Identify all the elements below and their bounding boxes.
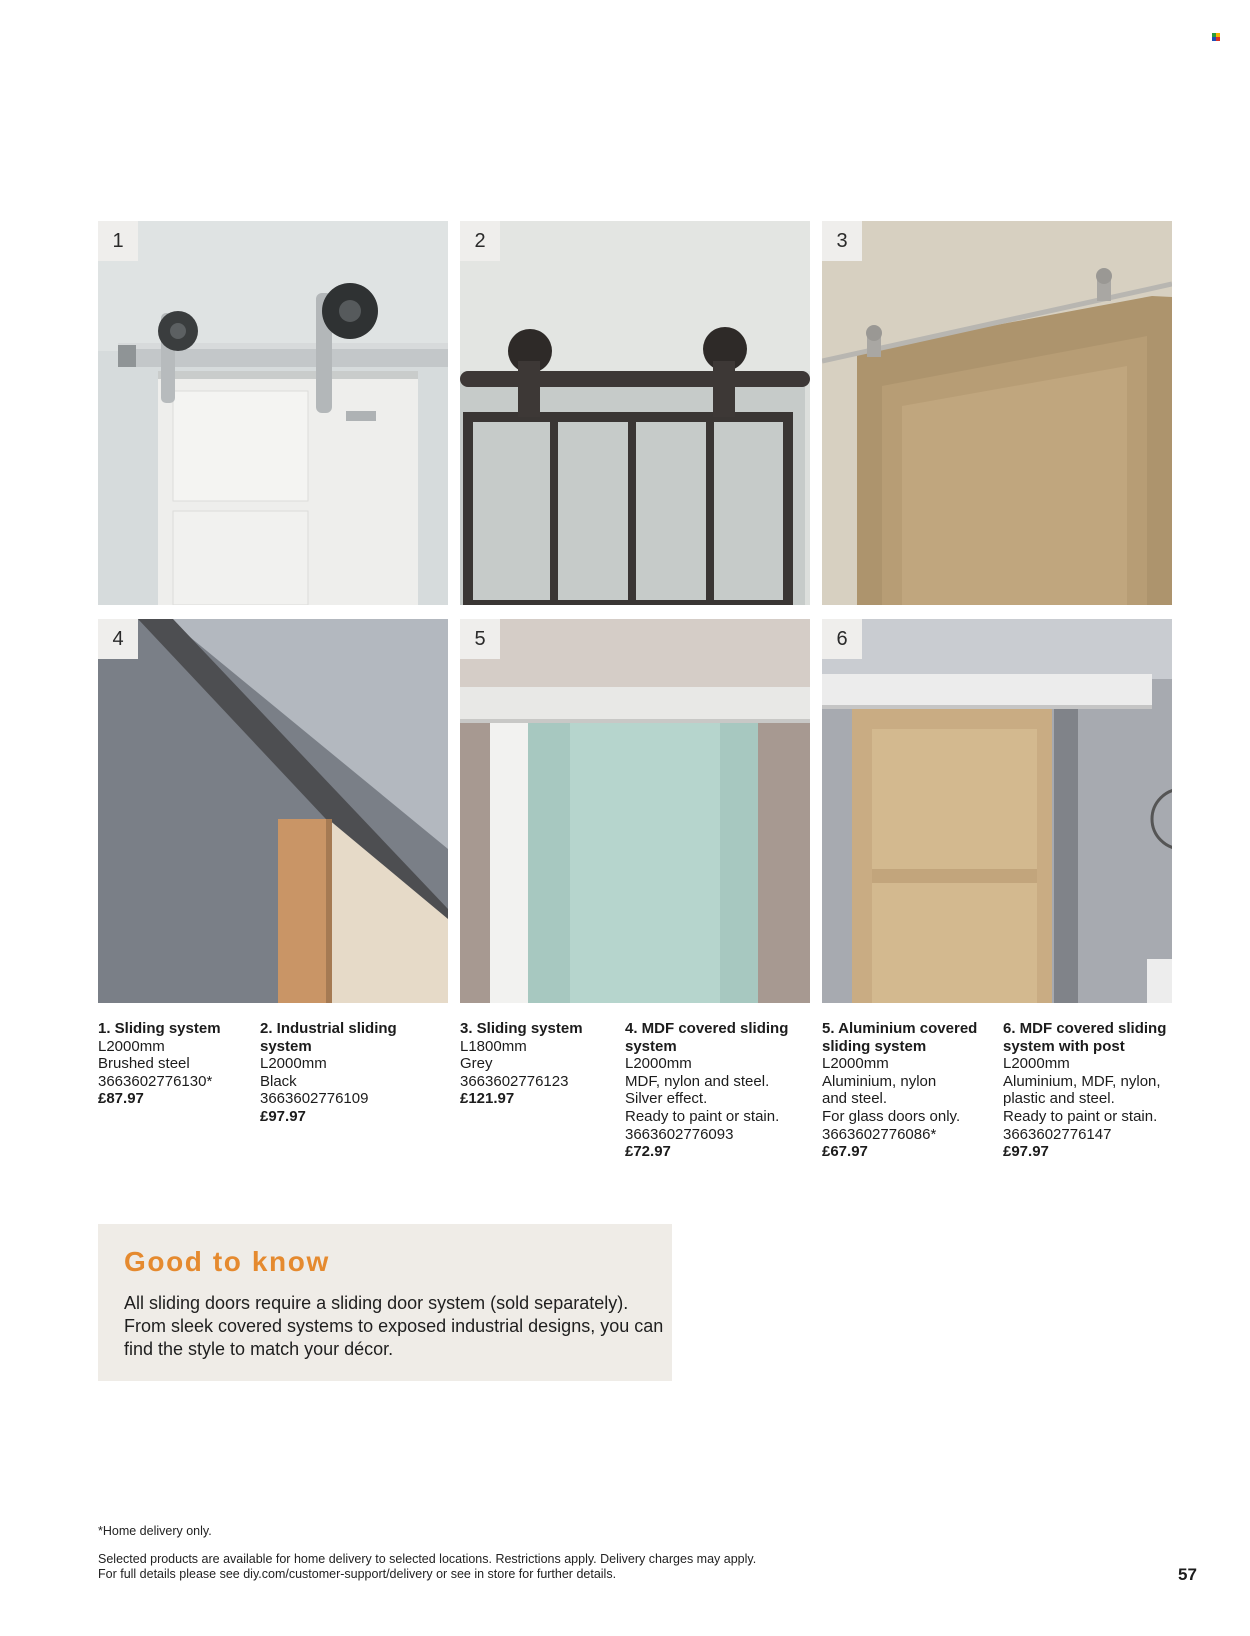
product-details-6: [1003, 1020, 1178, 1161]
product-image-5: [460, 619, 810, 1003]
product-title: 3. Sliding system: [460, 1020, 583, 1037]
tile-number: 6: [822, 619, 862, 659]
tile-number: 5: [460, 619, 500, 659]
product-spec: Black: [260, 1072, 297, 1090]
product-image-6: [822, 619, 1172, 1003]
product-image-2: [460, 221, 810, 605]
product-price: £67.97: [822, 1143, 868, 1161]
product-spec: Silver effect.: [625, 1090, 708, 1108]
tile-number: 2: [460, 221, 500, 261]
product-spec: L1800mm: [460, 1037, 527, 1055]
product-details-3: [460, 1020, 620, 1108]
product-spec: For glass doors only.: [822, 1107, 961, 1125]
product-spec: MDF, nylon and steel.: [625, 1072, 770, 1090]
product-image-3: [822, 221, 1172, 605]
product-code: 3663602776093: [625, 1125, 734, 1143]
product-spec: L2000mm: [1003, 1055, 1070, 1073]
product-spec: L2000mm: [822, 1055, 889, 1073]
product-spec: Ready to paint or stain.: [1003, 1107, 1158, 1125]
product-spec: L2000mm: [260, 1055, 327, 1073]
product-spec: Aluminium, MDF, nylon, plastic and steel.: [1003, 1072, 1161, 1108]
product-price: £87.97: [98, 1090, 144, 1108]
product-code: 3663602776147: [1003, 1125, 1112, 1143]
product-image-1: [98, 221, 448, 605]
delivery-note-line-1: Selected products are available for home delivery to selected locations. Restrictions apply. Delivery charges may apply.: [98, 1552, 757, 1566]
product-code: 3663602776123: [460, 1072, 569, 1090]
good-to-know-panel: [98, 1224, 672, 1381]
product-spec: L2000mm: [98, 1037, 165, 1055]
product-code: 3663602776086*: [822, 1125, 937, 1143]
tile-number: 1: [98, 221, 138, 261]
product-spec: L2000mm: [625, 1055, 692, 1073]
product-code: 3663602776109: [260, 1090, 369, 1108]
footnote: *Home delivery only.: [98, 1524, 212, 1538]
product-title: 1. Sliding system: [98, 1020, 221, 1037]
product-price: £121.97: [460, 1090, 515, 1108]
product-price: £97.97: [1003, 1143, 1049, 1161]
corner-colour-mark: [1212, 33, 1220, 41]
product-price: £72.97: [625, 1143, 671, 1161]
product-details-1: [98, 1020, 258, 1108]
tile-number: 4: [98, 619, 138, 659]
product-title: 4. MDF covered sliding system: [625, 1020, 789, 1055]
product-spec: Grey: [460, 1055, 493, 1073]
product-spec: Ready to paint or stain.: [625, 1107, 780, 1125]
product-title: 5. Aluminium covered sliding system: [822, 1020, 978, 1055]
product-details-5: [822, 1020, 997, 1161]
product-title: 6. MDF covered sliding system with post: [1003, 1020, 1167, 1055]
delivery-note-line-2: For full details please see diy.com/customer-support/delivery or see in store for further details.: [98, 1567, 617, 1581]
product-spec: Brushed steel: [98, 1055, 190, 1073]
page-number: 57: [1178, 1565, 1197, 1584]
product-code: 3663602776130*: [98, 1072, 213, 1090]
product-details-2: [260, 1020, 420, 1126]
tile-number: 3: [822, 221, 862, 261]
product-price: £97.97: [260, 1107, 306, 1125]
product-spec: Aluminium, nylon and steel.: [822, 1072, 937, 1108]
product-title: 2. Industrial sliding system: [260, 1020, 397, 1055]
good-to-know-heading: Good to know: [124, 1246, 330, 1277]
product-image-4: [98, 619, 448, 1003]
good-to-know-body: All sliding doors require a sliding door system (sold separately). From sleek covered systems to exposed industrial designs, you can find the style to match your décor.: [124, 1293, 664, 1359]
product-details-4: [625, 1020, 800, 1161]
